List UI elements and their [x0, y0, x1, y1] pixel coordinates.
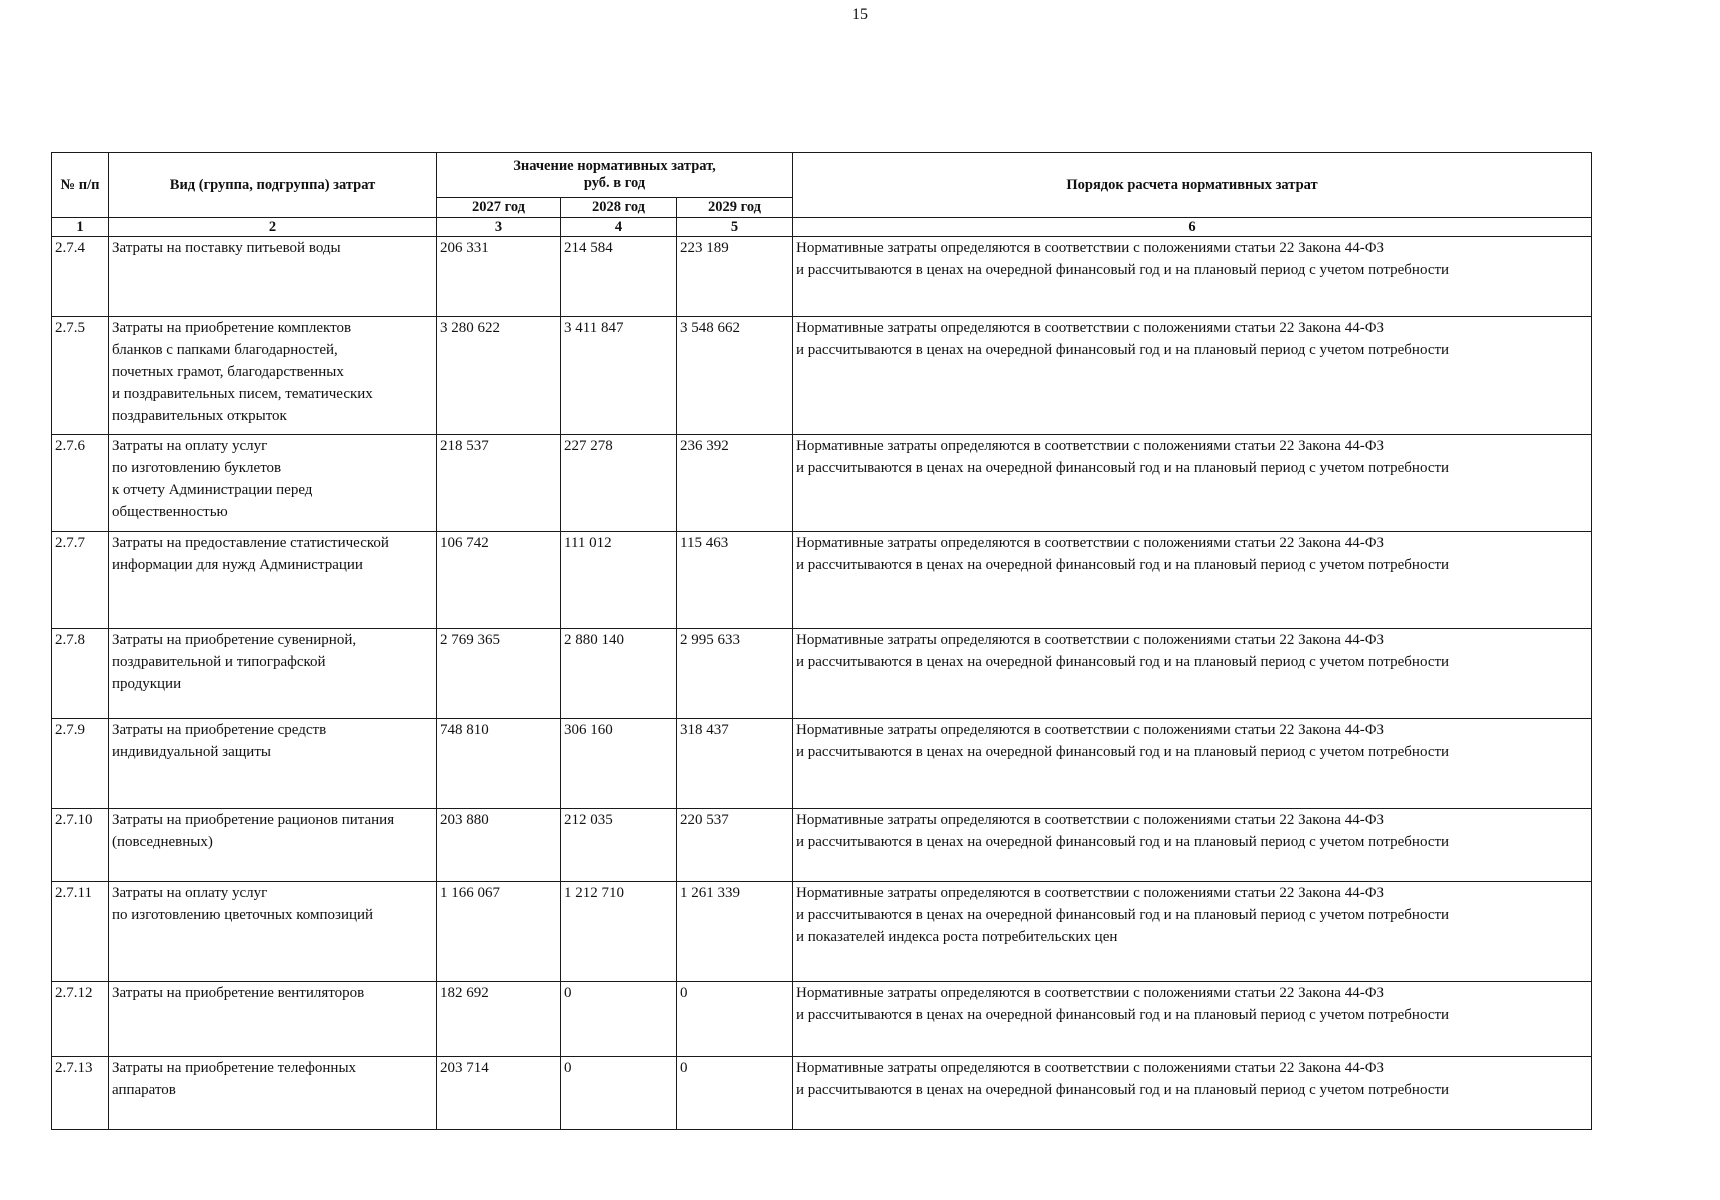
calculation-procedure: Нормативные затраты определяются в соответствии с положениями статьи 22 Закона 44-ФЗ и рассчитываются в ценах на очередной финансовый год и на плановый период с учетом потребности [793, 532, 1592, 629]
cost-type-name: Затраты на приобретение рационов питания (повседневных) [109, 809, 437, 882]
value-2029: 0 [677, 1057, 793, 1130]
header-cost-type: Вид (группа, подгруппа) затрат [109, 153, 437, 218]
value-2028: 227 278 [561, 435, 677, 532]
cost-type-name: Затраты на оплату услуг по изготовлению цветочных композиций [109, 882, 437, 982]
normative-costs-table [51, 152, 1592, 1130]
row-number: 2.7.4 [52, 237, 109, 317]
calculation-procedure: Нормативные затраты определяются в соответствии с положениями статьи 22 Закона 44-ФЗ и рассчитываются в ценах на очередной финансовый год и на плановый период с учетом потребности [793, 435, 1592, 532]
row-number: 2.7.9 [52, 719, 109, 809]
value-2027: 218 537 [437, 435, 561, 532]
calculation-procedure: Нормативные затраты определяются в соответствии с положениями статьи 22 Закона 44-ФЗ и рассчитываются в ценах на очередной финансовый год и на плановый период с учетом потребности [793, 982, 1592, 1057]
value-2029: 3 548 662 [677, 317, 793, 435]
value-2029: 2 995 633 [677, 629, 793, 719]
column-number-2: 2 [109, 218, 437, 237]
value-2028: 111 012 [561, 532, 677, 629]
table-row [52, 809, 1592, 882]
value-2028: 0 [561, 1057, 677, 1130]
value-2027: 1 166 067 [437, 882, 561, 982]
row-number: 2.7.12 [52, 982, 109, 1057]
value-2028: 2 880 140 [561, 629, 677, 719]
page-number: 15 [852, 6, 868, 23]
header-year-2029: 2029 год [677, 198, 793, 218]
value-2028: 0 [561, 982, 677, 1057]
calculation-procedure: Нормативные затраты определяются в соответствии с положениями статьи 22 Закона 44-ФЗ и рассчитываются в ценах на очередной финансовый год и на плановый период с учетом потребности и показателей индекса роста потребительских цен [793, 882, 1592, 982]
column-number-3: 3 [437, 218, 561, 237]
header-value-group: Значение нормативных затрат, руб. в год [437, 153, 793, 198]
value-2029: 1 261 339 [677, 882, 793, 982]
calculation-procedure: Нормативные затраты определяются в соответствии с положениями статьи 22 Закона 44-ФЗ и рассчитываются в ценах на очередной финансовый год и на плановый период с учетом потребности [793, 1057, 1592, 1130]
value-2029: 318 437 [677, 719, 793, 809]
header-num: № п/п [52, 153, 109, 218]
table-row [52, 532, 1592, 629]
cost-type-name: Затраты на предоставление статистической информации для нужд Администрации [109, 532, 437, 629]
value-2029: 223 189 [677, 237, 793, 317]
calculation-procedure: Нормативные затраты определяются в соответствии с положениями статьи 22 Закона 44-ФЗ и рассчитываются в ценах на очередной финансовый год и на плановый период с учетом потребности [793, 719, 1592, 809]
value-2029: 236 392 [677, 435, 793, 532]
cost-type-name: Затраты на приобретение вентиляторов [109, 982, 437, 1057]
cost-type-name: Затраты на приобретение телефонных аппаратов [109, 1057, 437, 1130]
value-2027: 206 331 [437, 237, 561, 317]
cost-type-name: Затраты на поставку питьевой воды [109, 237, 437, 317]
row-number: 2.7.13 [52, 1057, 109, 1130]
calculation-procedure: Нормативные затраты определяются в соответствии с положениями статьи 22 Закона 44-ФЗ и рассчитываются в ценах на очередной финансовый год и на плановый период с учетом потребности [793, 629, 1592, 719]
value-2027: 182 692 [437, 982, 561, 1057]
table-row [52, 1057, 1592, 1130]
table-row [52, 317, 1592, 435]
table-row [52, 982, 1592, 1057]
cost-type-name: Затраты на приобретение средств индивидуальной защиты [109, 719, 437, 809]
value-2028: 1 212 710 [561, 882, 677, 982]
header-procedure: Порядок расчета нормативных затрат [793, 153, 1592, 218]
table-row [52, 435, 1592, 532]
row-number: 2.7.11 [52, 882, 109, 982]
value-2027: 748 810 [437, 719, 561, 809]
table-row [52, 237, 1592, 317]
row-number: 2.7.7 [52, 532, 109, 629]
calculation-procedure: Нормативные затраты определяются в соответствии с положениями статьи 22 Закона 44-ФЗ и рассчитываются в ценах на очередной финансовый год и на плановый период с учетом потребности [793, 237, 1592, 317]
row-number: 2.7.5 [52, 317, 109, 435]
calculation-procedure: Нормативные затраты определяются в соответствии с положениями статьи 22 Закона 44-ФЗ и рассчитываются в ценах на очередной финансовый год и на плановый период с учетом потребности [793, 317, 1592, 435]
value-2028: 3 411 847 [561, 317, 677, 435]
column-number-4: 4 [561, 218, 677, 237]
value-2027: 203 880 [437, 809, 561, 882]
value-2027: 106 742 [437, 532, 561, 629]
cost-type-name: Затраты на оплату услуг по изготовлению буклетов к отчету Администрации перед общественностью [109, 435, 437, 532]
column-number-1: 1 [52, 218, 109, 237]
value-2028: 306 160 [561, 719, 677, 809]
cost-type-name: Затраты на приобретение сувенирной, поздравительной и типографской продукции [109, 629, 437, 719]
calculation-procedure: Нормативные затраты определяются в соответствии с положениями статьи 22 Закона 44-ФЗ и рассчитываются в ценах на очередной финансовый год и на плановый период с учетом потребности [793, 809, 1592, 882]
column-number-5: 5 [677, 218, 793, 237]
value-2027: 2 769 365 [437, 629, 561, 719]
column-number-6: 6 [793, 218, 1592, 237]
header-year-2028: 2028 год [561, 198, 677, 218]
value-2029: 115 463 [677, 532, 793, 629]
table-row [52, 629, 1592, 719]
header-year-2027: 2027 год [437, 198, 561, 218]
value-2029: 220 537 [677, 809, 793, 882]
row-number: 2.7.10 [52, 809, 109, 882]
value-2028: 214 584 [561, 237, 677, 317]
value-2027: 203 714 [437, 1057, 561, 1130]
value-2027: 3 280 622 [437, 317, 561, 435]
cost-type-name: Затраты на приобретение комплектов бланков с папками благодарностей, почетных грамот, благодарственных и поздравительных писем, тематических поздравительных открыток [109, 317, 437, 435]
value-2028: 212 035 [561, 809, 677, 882]
table-row [52, 719, 1592, 809]
row-number: 2.7.6 [52, 435, 109, 532]
row-number: 2.7.8 [52, 629, 109, 719]
value-2029: 0 [677, 982, 793, 1057]
table-row [52, 882, 1592, 982]
